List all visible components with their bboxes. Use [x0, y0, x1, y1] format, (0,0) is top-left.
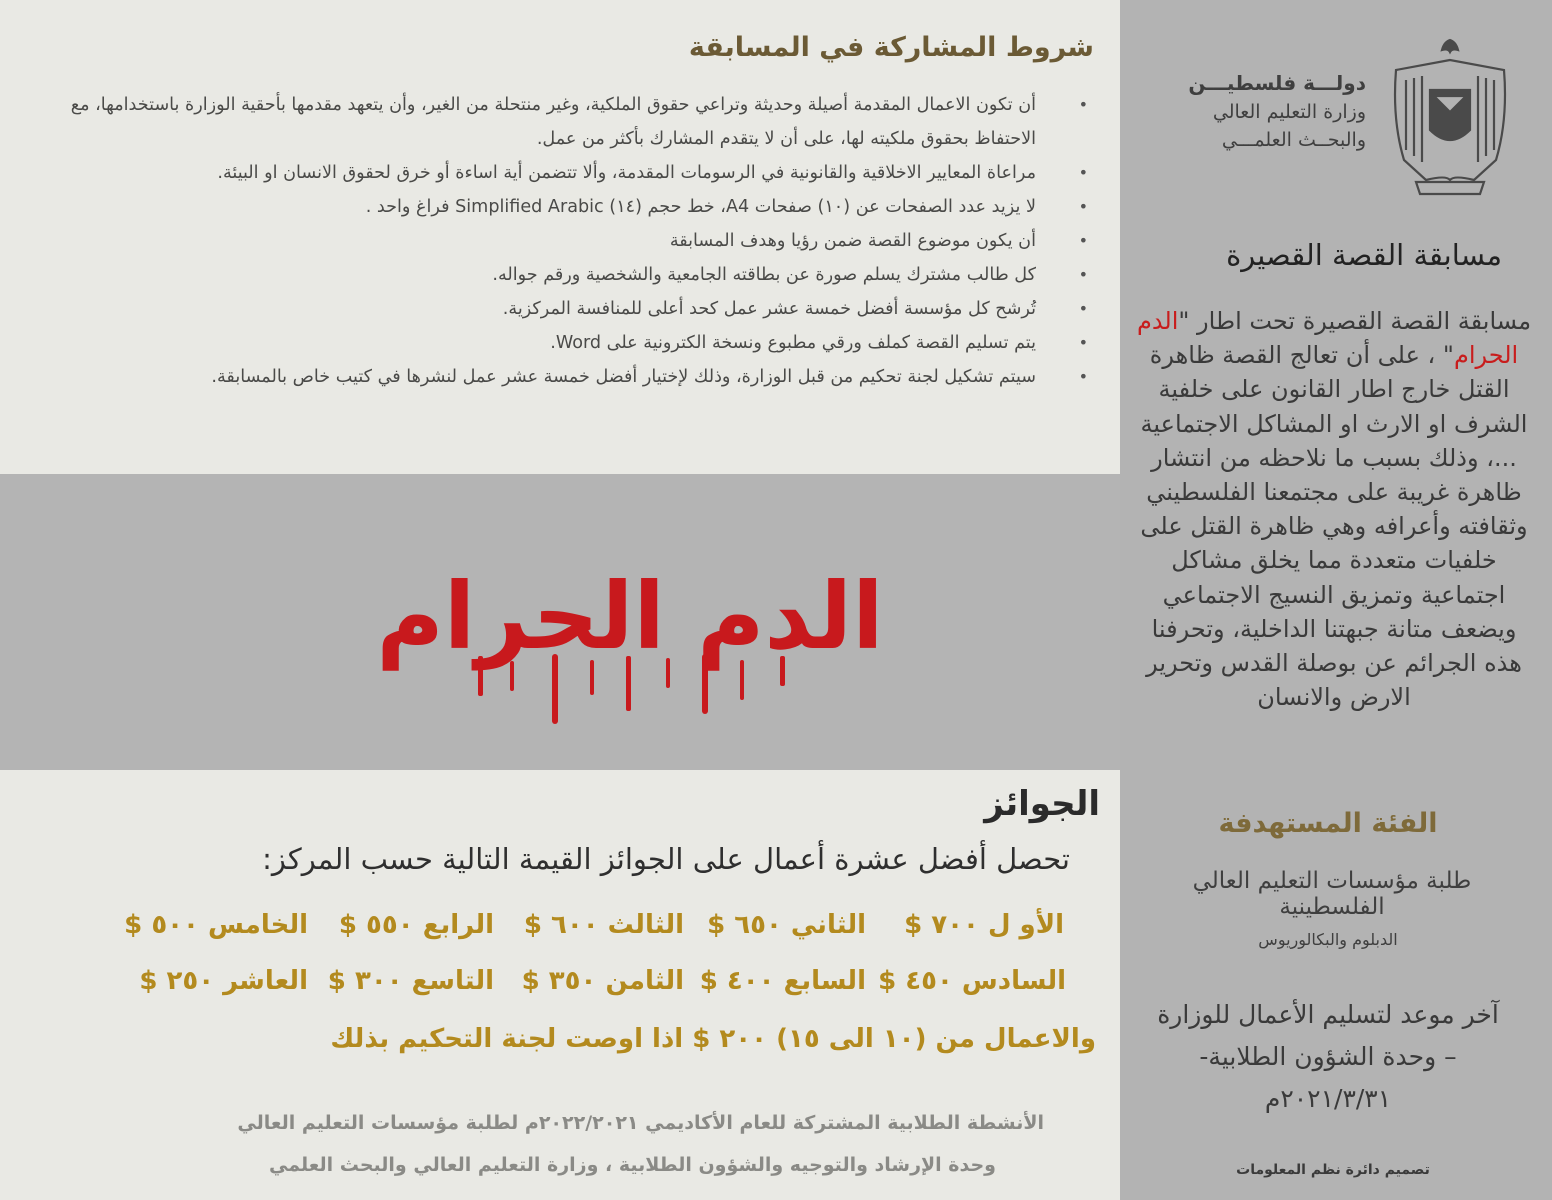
prize-item: السابع ٤٠٠ $: [699, 966, 866, 996]
deadline-date: ٢٠٢١/٣/٣١م: [1264, 1084, 1392, 1113]
prizes-row-2: [134, 966, 1094, 1006]
target-group-sub: الدبلوم والبكالوريوس: [1258, 930, 1398, 949]
condition-item: • أن يكون موضوع القصة ضمن رؤيا وهدف المسابقة: [68, 224, 1088, 258]
condition-item: • أن تكون الاعمال المقدمة أصيلة وحديثة وتراعي حقوق الملكية، وغير منتحلة من الغير، وأن يتعهد مقدمها بأحقية الوزارة باستخدامها، مع الاحتفاظ بحقوق ملكيته لها، على أن لا يتقدم المشارك بأكثر من عمل.: [68, 88, 1088, 156]
prizes-title: الجوائز: [984, 784, 1100, 824]
bloody-title-graphic: [376, 536, 884, 726]
condition-item: • تُرشح كل مؤسسة أفضل خمسة عشر عمل كحد أعلى للمنافسة المركزية.: [68, 292, 1088, 326]
deadline: [1128, 994, 1528, 1120]
org-line-1: دولـــة فلسطيـــن: [1188, 71, 1366, 95]
desc-before: مسابقة القصة القصيرة تحت اطار ": [1178, 307, 1532, 335]
prize-item: العاشر ٢٥٠ $: [139, 966, 308, 996]
deadline-line-1: آخر موعد لتسليم الأعمال للوزارة: [1157, 1000, 1499, 1029]
prize-item: الثالث ٦٠٠ $: [523, 910, 684, 940]
conditions-list: [68, 88, 1088, 394]
palestine-eagle-emblem-icon: [1386, 30, 1514, 200]
conditions-title: شروط المشاركة في المسابقة: [688, 32, 1094, 63]
condition-item: • سيتم تشكيل لجنة تحكيم من قبل الوزارة، وذلك لإختيار أفضل خمسة عشر عمل لنشرها في كتيب خاص بالمسابقة.: [68, 360, 1088, 394]
prize-item: الثامن ٣٥٠ $: [521, 966, 684, 996]
prize-item: السادس ٤٥٠ $: [878, 966, 1066, 996]
condition-item: • لا يزيد عدد الصفحات عن (١٠) صفحات A4، خط حجم (١٤) Simplified Arabic فراغ واحد .: [68, 190, 1088, 224]
org-line-2: وزارة التعليم العالي: [1212, 101, 1366, 123]
prize-item: الرابع ٥٥٠ $: [338, 910, 494, 940]
deadline-line-2: – وحدة الشؤون الطلابية-: [1199, 1042, 1457, 1071]
competition-description: [1134, 304, 1534, 714]
footer-line-1: الأنشطة الطلابية المشتركة للعام الأكاديمي ٢٠٢٢/٢٠٢١م لطلبة مؤسسات التعليم العالي: [237, 1112, 1044, 1134]
target-group-text: طلبة مؤسسات التعليم العالي الفلسطينية: [1192, 868, 1472, 920]
condition-item: • كل طالب مشترك يسلم صورة عن بطاقته الجامعية والشخصية ورقم جواله.: [68, 258, 1088, 292]
condition-item: • مراعاة المعايير الاخلاقية والقانونية في الرسومات المقدمة، وألا تتضمن أية اساءة أو خرق لحقوق الانسان او البيئة.: [68, 156, 1088, 190]
prize-item: الأو ل ٧٠٠ $: [904, 910, 1064, 940]
target-group-title: الفئة المستهدفة: [1218, 808, 1438, 839]
desc-after: " ، على أن تعالج القصة ظاهرة القتل خارج اطار القانون على خلفية الشرف او الارث او المشاكل الاجتماعية ...، وذلك بسبب ما نلاحظه من انتشار ظاهرة غريبة على مجتمعنا الفلسطيني وثقافته وأعرافه وهي ظاهرة القتل على خلفيات متعددة مما يخلق مشاكل اجتماعية وتمزيق النسيج الاجتماعي ويضعف متانة جبهتنا الداخلية، وتحرفنا هذه الجرائم عن بوصلة القدس وتحرير الارض والانسان: [1140, 341, 1528, 712]
competition-title: مسابقة القصة القصيرة: [1226, 238, 1502, 272]
right-sidebar: [1120, 0, 1552, 1200]
footer-line-2: وحدة الإرشاد والتوجيه والشؤون الطلابية ، وزارة التعليم العالي والبحث العلمي: [269, 1154, 996, 1176]
prize-item: الثاني ٦٥٠ $: [707, 910, 866, 940]
desc-highlight: الدم الحرام: [1136, 307, 1519, 370]
prizes-intro: تحصل أفضل عشرة أعمال على الجوائز القيمة التالية حسب المركز:: [262, 842, 1070, 876]
prize-item: التاسع ٣٠٠ $: [327, 966, 494, 996]
org-line-3: والبحــث العلمـــي: [1221, 129, 1366, 151]
banner-title-text: الدم الحرام: [376, 563, 884, 670]
prizes-extra-line: والاعمال من (١٠ الى ١٥) ٢٠٠ $ اذا اوصت لجنة التحكيم بذلك: [330, 1024, 1096, 1054]
condition-item: • يتم تسليم القصة كملف ورقي مطبوع ونسخة الكترونية على Word.: [68, 326, 1088, 360]
designer-credit: تصميم دائرة نظم المعلومات: [1236, 1162, 1430, 1178]
prize-item: الخامس ٥٠٠ $: [124, 910, 308, 940]
organization-name: [1136, 68, 1366, 154]
prizes-row-1: [124, 910, 1094, 950]
